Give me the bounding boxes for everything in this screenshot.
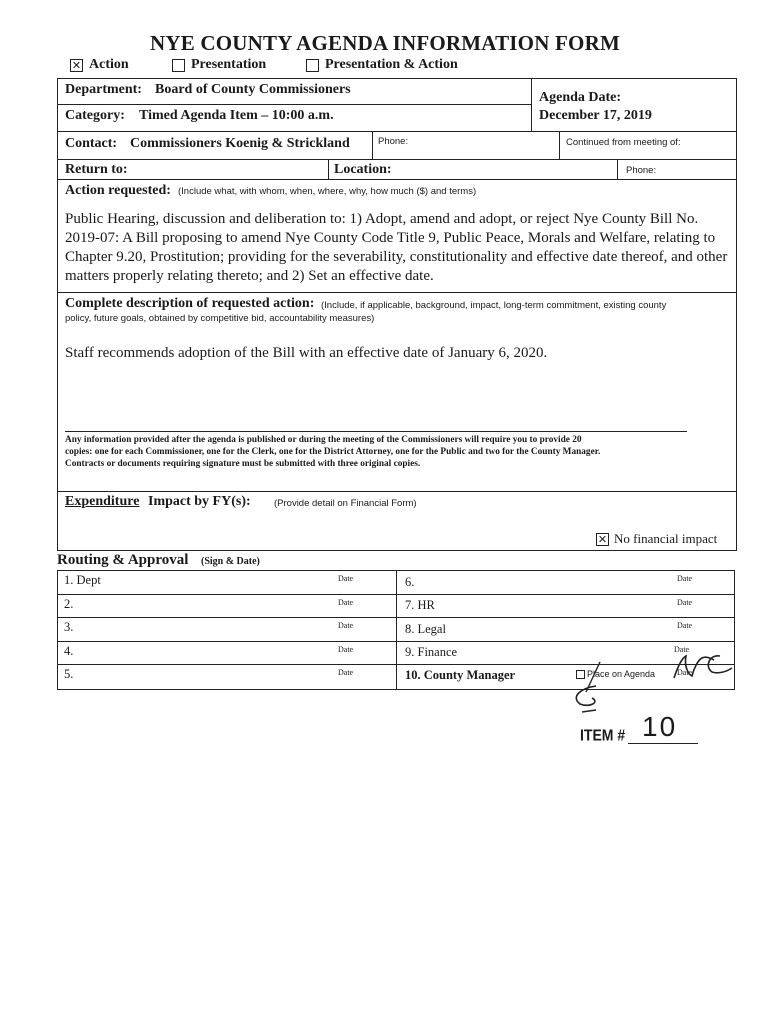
option-presentation-action[interactable] — [306, 57, 458, 73]
routing-right-label: 6. — [405, 575, 415, 589]
action-requested-text: Public Hearing, discussion and deliberation to: 1) Adopt, amend and adopt, or reject Nye County Bill No. 2019-07: A Bill proposing to amend Nye County Code Title 9, Public Peace, Morals and Welfare, relating to Chapter 9.20, Prostitution; providing for the severability, constitutionality and effective date thereof, and other matters properly relating thereto; and 2) Set an effective date. — [65, 211, 728, 284]
routing-right-date: Date — [677, 574, 693, 583]
place-on-agenda-label: Place on Agenda — [587, 669, 656, 679]
routing-left-date: Date — [338, 668, 354, 677]
routing-left-label: 3. — [64, 620, 74, 634]
handwritten-initials — [560, 636, 740, 721]
description-label: Complete description of requested action: — [65, 296, 315, 311]
divider — [372, 131, 373, 159]
no-financial-impact-checkbox[interactable] — [596, 533, 609, 546]
expenditure-note: (Provide detail on Financial Form) — [274, 498, 417, 509]
divider — [396, 570, 397, 690]
routing-note: (Sign & Date) — [201, 556, 260, 567]
option-action[interactable] — [70, 57, 129, 73]
option-action-label: Action — [89, 57, 129, 72]
item-label: ITEM # — [580, 725, 626, 745]
no-financial-impact-label: No financial impact — [614, 531, 718, 546]
agenda-date-value: December 17, 2019 — [539, 108, 652, 123]
category-label: Category: — [65, 108, 125, 123]
routing-right-label: 8. Legal — [405, 622, 446, 636]
routing-left-label: 2. — [64, 597, 74, 611]
contact-label: Contact: — [65, 136, 118, 151]
routing-left-date: Date — [338, 598, 354, 607]
routing-right-label: 9. Finance — [405, 645, 458, 659]
divider — [57, 617, 735, 618]
notice-line-2: copies: one for each Commissioner, one for the Clerk, one for the District Attorney, one for the Public and two for the County Manager. — [65, 447, 601, 457]
divider — [328, 159, 329, 179]
department-value: Board of County Commissioners — [155, 82, 351, 97]
phone-label: Phone: — [378, 136, 409, 147]
description-note-2: policy, future goals, obtained by competitive bid, accountability measures) — [65, 313, 375, 324]
expenditure-label: Expenditure — [65, 494, 140, 509]
divider — [617, 159, 618, 179]
divider — [57, 104, 531, 105]
divider — [57, 594, 735, 595]
routing-right-label: 7. HR — [405, 598, 435, 612]
option-presentation-action-label: Presentation & Action — [325, 57, 458, 72]
action-checkbox[interactable] — [70, 59, 83, 72]
divider — [531, 78, 532, 131]
item-value: 10 — [642, 711, 678, 742]
description-note-1: (Include, if applicable, background, impact, long-term commitment, existing county — [321, 300, 667, 311]
presentation-checkbox[interactable] — [172, 59, 185, 72]
notice-line-1: Any information provided after the agenda is published or during the meeting of the Commissioners will require you to provide 20 — [65, 435, 582, 445]
divider — [57, 159, 737, 160]
presentation-action-checkbox[interactable] — [306, 59, 319, 72]
divider — [559, 131, 560, 159]
form-title: NYE COUNTY AGENDA INFORMATION FORM — [150, 31, 620, 55]
action-requested-label: Action requested: — [65, 183, 171, 198]
routing-label: Routing & Approval — [57, 552, 189, 568]
option-presentation[interactable] — [172, 57, 266, 73]
routing-right-date: Date — [674, 645, 690, 654]
routing-right-date: Date — [677, 668, 693, 677]
divider — [57, 491, 737, 492]
description-text: Staff recommends adoption of the Bill with an effective date of January 6, 2020. — [65, 345, 548, 361]
option-presentation-label: Presentation — [191, 57, 267, 72]
routing-left-label: 1. Dept — [64, 573, 101, 587]
routing-right-label: 10. County Manager — [405, 668, 516, 682]
divider — [65, 431, 687, 432]
continued-label: Continued from meeting of: — [566, 137, 681, 148]
divider — [57, 131, 737, 132]
routing-right-date: Date — [677, 621, 693, 630]
divider — [57, 179, 737, 180]
divider — [57, 292, 737, 293]
routing-left-date: Date — [338, 645, 354, 654]
item-underline — [628, 743, 698, 744]
routing-left-label: 5. — [64, 667, 74, 681]
contact-value: Commissioners Koenig & Strickland — [130, 136, 350, 151]
no-financial-impact[interactable] — [596, 531, 717, 547]
notice-line-3: Contracts or documents requiring signature must be submitted with three original copies. — [65, 459, 421, 469]
category-value: Timed Agenda Item – 10:00 a.m. — [139, 108, 334, 123]
impact-label: Impact by FY(s): — [148, 494, 251, 509]
routing-left-date: Date — [338, 574, 354, 583]
routing-right-date: Date — [677, 598, 693, 607]
agenda-date-label: Agenda Date: — [539, 90, 622, 105]
phone2-label: Phone: — [626, 165, 657, 176]
action-requested-note: (Include what, with whom, when, where, why, how much ($) and terms) — [178, 186, 477, 197]
routing-left-date: Date — [338, 621, 354, 630]
routing-left-label: 4. — [64, 644, 74, 658]
department-label: Department: — [65, 82, 142, 97]
location-label: Location: — [334, 162, 392, 177]
return-label: Return to: — [65, 162, 128, 177]
